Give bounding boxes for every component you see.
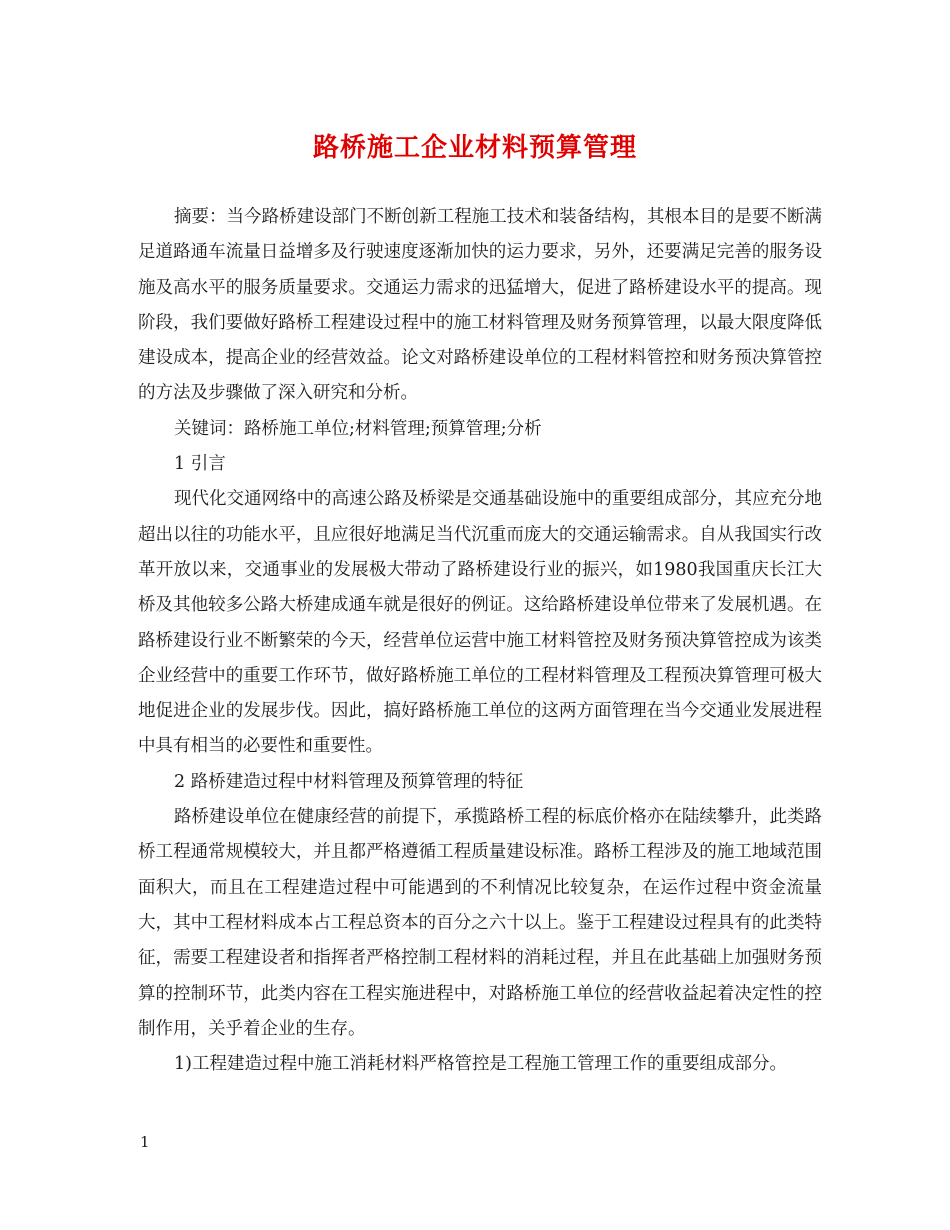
characteristics-paragraph: 路桥建设单位在健康经营的前提下，承揽路桥工程的标底价格亦在陆续攀升，此类路桥工程通常规模较大，并且都严格遵循工程质量建设标准。路桥工程涉及的施工地域范围面积大，而且在工程建造过程中可能遇到的不利情况比较复杂，在运作过程中资金流量大，其中工程材料成本占工程总资本的百分之六十以上。鉴于工程建设过程具有的此类特征，需要工程建设者和指挥者严格控制工程材料的消耗过程，并且在此基础上加强财务预算的控制环节，此类内容在工程实施进程中，对路桥施工单位的经营收益起着决定性的控制作用，关乎着企业的生存。 — [138, 807, 822, 1039]
section-heading-characteristics: 2 路桥建造过程中材料管理及预算管理的特征 — [174, 771, 524, 792]
list-item-paragraph: 1)工程建造过程中施工消耗材料严格管控是工程施工管理工作的重要组成部分。 — [174, 1054, 787, 1075]
abstract-paragraph: 摘要：当今路桥建设部门不断创新工程施工技术和装备结构，其根本目的是要不断满足道路通车流量日益增多及行驶速度逐渐加快的运力要求，另外，还要满足完善的服务设施及高水平的服务质量要求。交通运力需求的迅猛增大，促进了路桥建设水平的提高。现阶段，我们要做好路桥工程建设过程中的施工材料管理及财务预算管理，以最大限度降低建设成本，提高企业的经营效益。论文对路桥建设单位的工程材料管控和财务预决算管控的方法及步骤做了深入研究和分析。 — [138, 207, 822, 404]
section-heading-introduction: 1 引言 — [174, 454, 226, 475]
document-body — [138, 200, 822, 1082]
keywords-paragraph: 关键词：路桥施工单位;材料管理;预算管理;分析 — [174, 418, 542, 439]
page-number: 1 — [140, 1133, 150, 1151]
introduction-paragraph: 现代化交通网络中的高速公路及桥梁是交通基础设施中的重要组成部分，其应充分地超出以往的功能水平，且应很好地满足当代沉重而庞大的交通运输需求。自从我国实行改革开放以来，交通事业的发展极大带动了路桥建设行业的振兴，如1980我国重庆长江大桥及其他较多公路大桥建成通车就是很好的例证。这给路桥建设单位带来了发展机遇。在路桥建设行业不断繁荣的今天，经营单位运营中施工材料管控及财务预决算管控成为该类企业经营中的重要工作环节，做好路桥施工单位的工程材料管理及工程预决算管理可极大地促进企业的发展步伐。因此，搞好路桥施工单位的这两方面管理在当今交通业发展进程中具有相当的必要性和重要性。 — [138, 489, 822, 757]
document-title: 路桥施工企业材料预算管理 — [312, 133, 637, 163]
